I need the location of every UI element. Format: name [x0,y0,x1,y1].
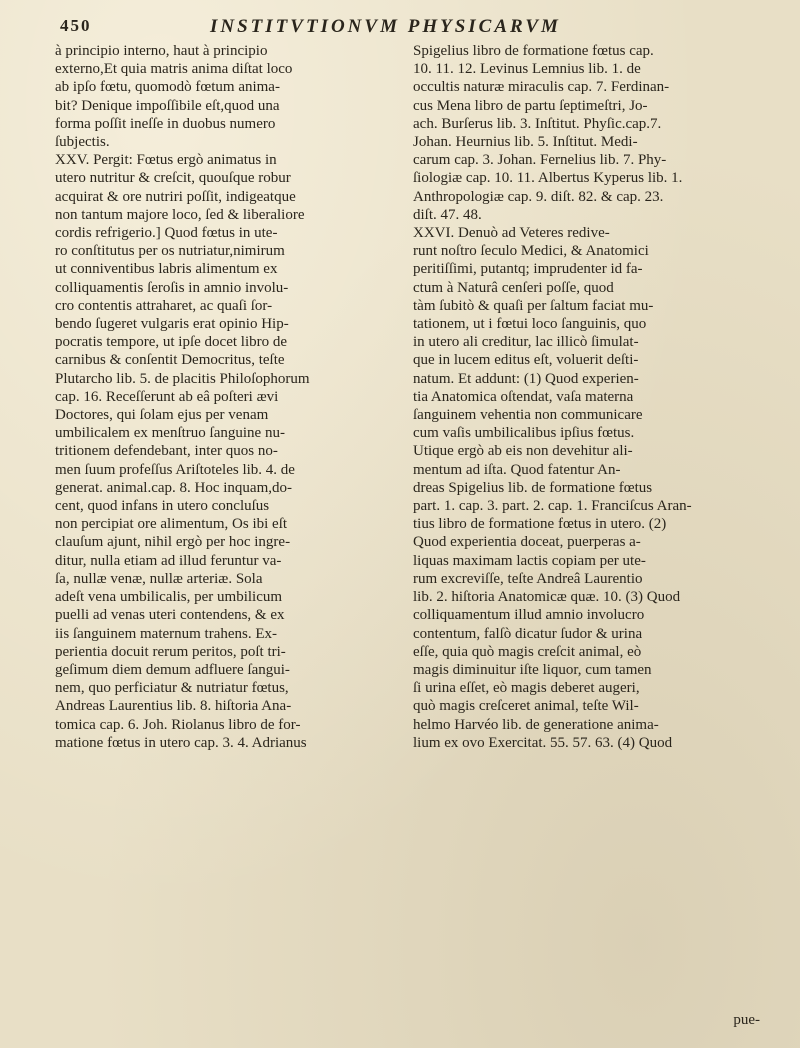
text-line: natum. Et addunt: (1) Quod experien- [413,370,639,387]
text-line: matione fœtus in utero cap. 3. 4. Adrianus [55,734,307,751]
text-line: externo,Et quia matris anima diſtat loco [55,61,293,78]
text-line: rum excreviſſe, teſte Andreâ Laurentio [413,570,643,587]
text-line: tia Anatomica oſtendat, vaſa materna [413,388,634,405]
text-line: magis diminuitur iſte liquor, cum tamen [413,661,652,678]
text-line: diſt. 47. 48. [413,206,482,223]
text-line: ach. Burſerus lib. 3. Inſtitut. Phyſic.cap.7. [413,115,662,132]
text-line: liquas maximam lactis copiam per ute- [413,552,646,569]
text-line: ſa, nullæ venæ, nullæ arteriæ. Sola [55,570,263,587]
text-line: bendo ſugeret vulgaris erat opinio Hip- [55,316,289,333]
left-text-column [55,42,400,752]
text-line: Doctores, qui ſolam ejus per venam [55,407,269,424]
text-line: tàm ſubitò & quaſi per ſaltum faciat mu- [413,297,654,314]
text-line: ro conſtitutus per os nutriatur,nimirum [55,243,285,260]
text-line: in utero ali creditur, lac illicò ſimulat- [413,334,639,351]
text-line: à principio interno, haut à principio [55,43,268,59]
text-line: acquirat & ore nutriri poſſit, indigeatque [55,188,296,205]
text-line: carum cap. 3. Johan. Fernelius lib. 7. Phy- [413,152,667,169]
text-line: geſimum diem demum adfluere ſangui- [55,661,290,678]
right-text-column [413,42,768,752]
text-line: tationem, ut i fœtui loco ſanguinis, quo [413,316,647,333]
text-line: cro contentis attraharet, ac quaſi ſor- [55,297,273,314]
text-line: mentum ad iſta. Quod fatentur An- [413,461,621,478]
text-line: occultis naturæ miraculis cap. 7. Ferdinan- [413,79,670,96]
text-line: puelli ad venas uteri contendens, & ex [55,607,285,624]
text-line: ut conniventibus labris alimentum ex [55,261,278,278]
text-line: Anthropologiæ cap. 9. diſt. 82. & cap. 23. [413,188,664,205]
text-line: utero nutritur & creſcit, quouſque robur [55,170,291,187]
text-line: forma poſſit ineſſe in duobus numero [55,115,276,132]
text-line: cap. 16. Receſſerunt ab eâ poſteri ævi [55,388,279,405]
text-line: non tantum majore loco, ſed & liberaliore [55,206,305,223]
text-line: dreas Spigelius lib. de formatione fœtus [413,479,653,496]
text-line: Utique ergò ab eis non devehitur ali- [413,443,633,460]
text-line: Plutarcho lib. 5. de placitis Philoſophorum [55,370,310,387]
text-line: helmo Harvéo lib. de generatione anima- [413,716,659,733]
text-line: runt noſtro ſeculo Medici, & Anatomici [413,243,649,260]
text-line: ab ipſo fœtu, quomodò fœtum anima- [55,79,280,96]
text-line: Spigelius libro de formatione fœtus cap. [413,43,654,59]
text-line: peritiſſimi, putantq; imprudenter id fa- [413,261,643,278]
text-line: lium ex ovo Exercitat. 55. 57. 63. (4) Quod [413,734,673,751]
text-line: cus Mena libro de partu ſeptimeſtri, Jo- [413,97,648,114]
text-line: contentum, falſò dicatur ſudor & urina [413,625,643,642]
catchword: pue- [733,1012,760,1028]
text-line: pocratis tempore, ut ipſe docet libro de [55,334,288,351]
text-line: cum vaſis umbilicalibus ipſius fœtus. [413,425,635,442]
text-line: part. 1. cap. 3. part. 2. cap. 1. Franciſcus Aran- [413,498,692,515]
text-line: ſi urina eſſet, eò magis deberet augeri, [413,680,640,697]
text-line: tius libro de formatione fœtus in utero. (2) [413,516,667,533]
page-number: 450 [60,16,92,35]
text-line: que in lucem editus eſt, voluerit deſti- [413,352,639,369]
text-line: nem, quo perficiatur & nutriatur fœtus, [55,680,289,697]
text-line: generat. animal.cap. 8. Hoc inquam,do- [55,479,292,496]
text-line: umbilicalem ex menſtruo ſanguine nu- [55,425,285,442]
text-line: carnibus & conſentit Democritus, teſte [55,352,285,369]
text-line: eſſe, quia quò magis creſcit animal, eò [413,643,642,660]
text-line: perientia docuit rerum peritos, poſt tri- [55,643,286,660]
text-line: XXVI. Denuò ad Veteres redive- [413,225,610,242]
text-line: 10. 11. 12. Levinus Lemnius lib. 1. de [413,61,641,78]
text-line: colliquamentum illud amnio involucro [413,607,645,624]
text-line: bit? Denique impoſſibile eſt,quod una [55,97,280,114]
text-line: colliquamentis ſeroſis in amnio involu- [55,279,289,296]
text-line: adeſt vena umbilicalis, per umbilicum [55,589,283,606]
text-line: clauſum ajunt, nihil ergò per hoc ingre- [55,534,291,551]
text-line: ſiologiæ cap. 10. 11. Albertus Kyperus lib. 1. [413,170,683,187]
text-line: cordis refrigerio.] Quod fœtus in ute- [55,225,278,242]
text-line: non percipiat ore alimentum, Os ibi eſt [55,516,288,533]
text-line: ditur, nulla etiam ad illud feruntur va- [55,552,282,569]
text-line: ſubjectis. [55,134,110,151]
text-line: Andreas Laurentius lib. 8. hiſtoria Ana- [55,698,292,715]
text-line: iis ſanguinem maternum trahens. Ex- [55,625,278,642]
text-line: men ſuum profeſſus Ariſtoteles lib. 4. de [55,461,295,478]
text-line: tomica cap. 6. Joh. Riolanus libro de for- [55,716,301,733]
text-line: Quod experientia doceat, puerperas a- [413,534,641,551]
text-line: tritionem defendebant, inter quos no- [55,443,278,460]
page-header [60,12,760,42]
text-line: Johan. Heurnius lib. 5. Inſtitut. Medi- [413,134,638,151]
text-line: lib. 2. hiſtoria Anatomicæ quæ. 10. (3) Quod [413,589,681,606]
text-line: ſanguinem vehentia non communicare [413,407,643,424]
text-line: cent, quod infans in utero concluſus [55,498,270,515]
text-line: quò magis creſceret animal, teſte Wil- [413,698,639,715]
running-title: INSTITVTIONVM PHYSICARVM [210,16,561,37]
text-line: XXV. Pergit: Fœtus ergò animatus in [55,152,277,169]
text-line: ctum à Naturâ cenſeri poſſe, quod [413,279,614,296]
